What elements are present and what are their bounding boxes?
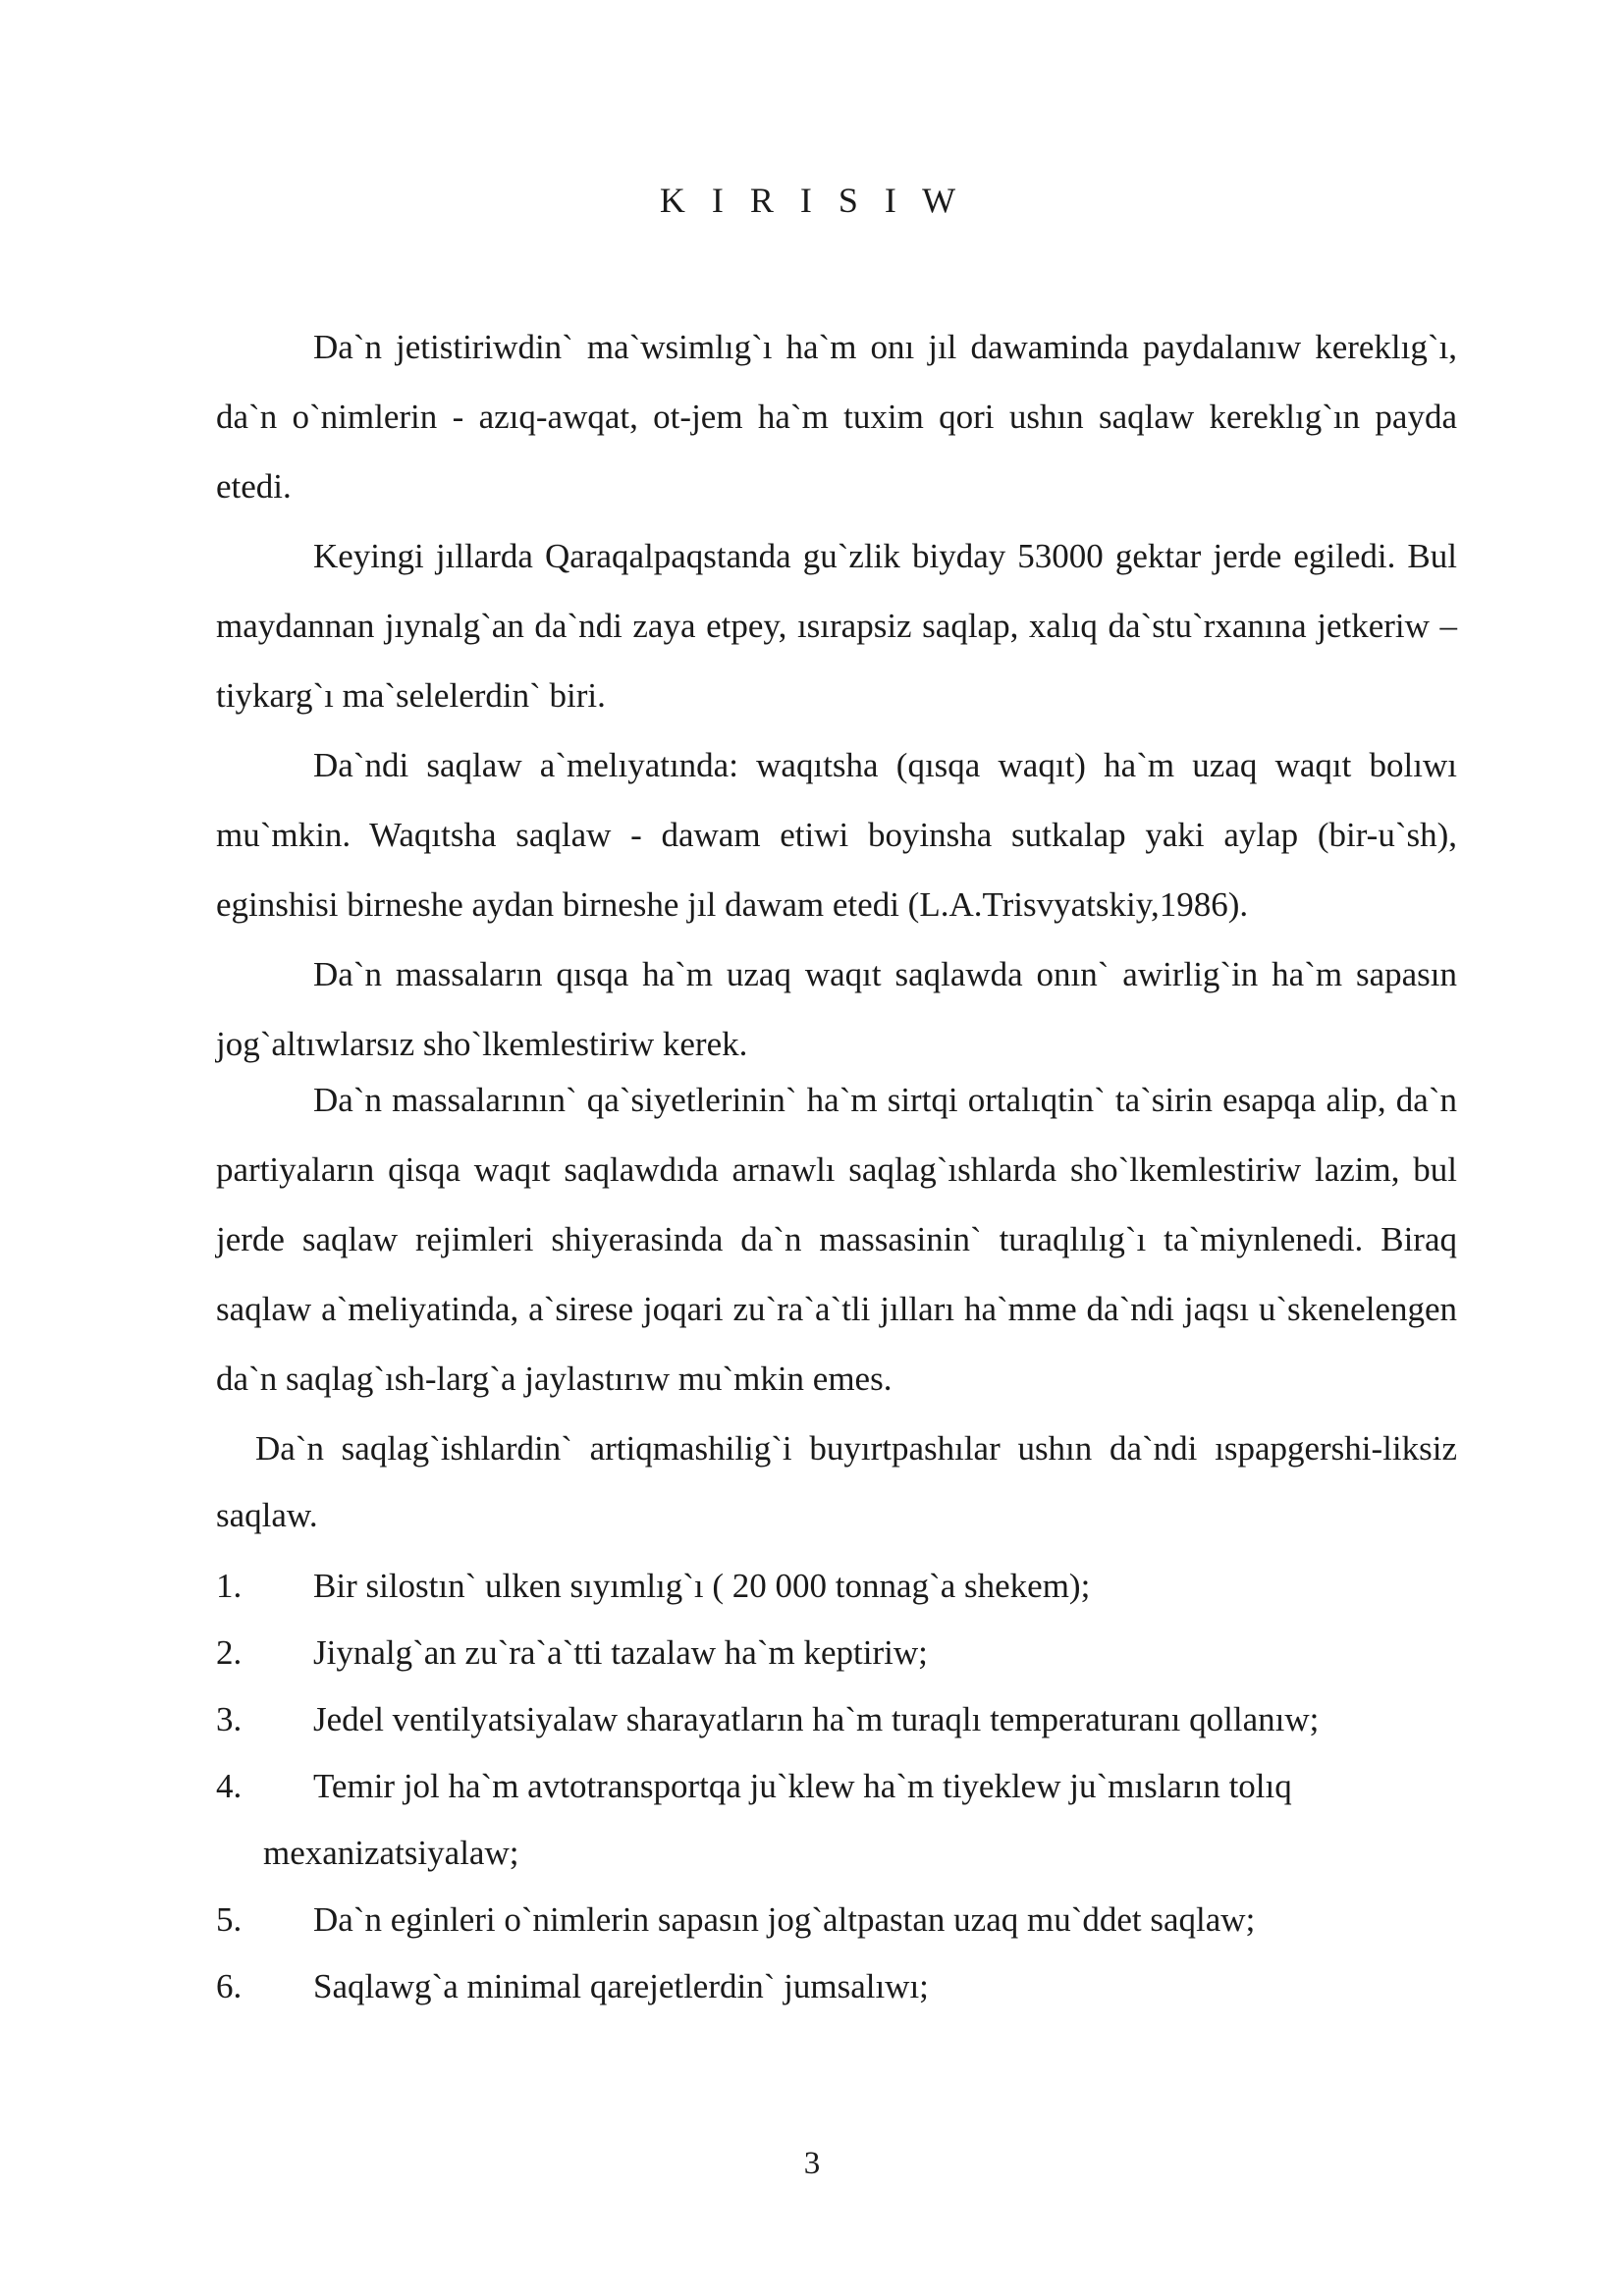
list-text: Jiynalg`an zu`ra`a`tti tazalaw ha`m keptiriw; bbox=[313, 1633, 928, 1672]
list-number: 6. bbox=[216, 1967, 243, 2005]
list-number: 3. bbox=[216, 1700, 243, 1738]
list-number: 5. bbox=[216, 1900, 243, 1939]
list-number: 1. bbox=[216, 1567, 243, 1605]
list-item bbox=[216, 1953, 1457, 2020]
paragraph-6: Da`n saqlag`ishlardin` artiqmashilig`i buyırtpashılar ushın da`ndi ıspapgershi-liksiz saqlaw. bbox=[216, 1429, 1457, 1534]
list-item bbox=[216, 1620, 1457, 1686]
page-title: K I R I S I W bbox=[659, 181, 965, 220]
list-text: Bir silostın` ulken sıyımlıg`ı ( 20 000 tonnag`a shekem); bbox=[313, 1567, 1091, 1605]
list-number: 4. bbox=[216, 1767, 243, 1805]
paragraph-5: Da`n massalarının` qa`siyetlerinin` ha`m sirtqi ortalıqtin` ta`sirin esapqa alip, da`n partiyaların qisqa waqıt saqlawdıda arnawlı saqlag`ıshlarda sho`lkemlestiriw lazim, bul jerde saqlaw rejimleri shiyerasinda da`n massasinin` turaqlılıg`ı ta`miynlenedi. Biraq saqlaw a`meliyatinda, a`sirese joqari zu`ra`a`tli jılları ha`mme da`ndi jaqsı u`skenelengen da`n saqlag`ısh-larg`a jaylastırıw mu`mkin emes. bbox=[216, 1081, 1457, 1398]
list-text: Jedel ventilyatsiyalaw sharayatların ha`m turaqlı temperaturanı qollanıw; bbox=[313, 1700, 1320, 1738]
advantages-list bbox=[216, 1553, 1457, 2020]
page-number: 3 bbox=[803, 2146, 821, 2181]
list-text: Saqlawg`a minimal qarejetlerdin` jumsalıwı; bbox=[313, 1967, 929, 2005]
list-text: Temir jol ha`m avtotransportqa ju`klew ha`m tiyeklew ju`mısların tolıq bbox=[313, 1767, 1292, 1805]
list-number: 2. bbox=[216, 1633, 243, 1672]
list-item bbox=[216, 1753, 1457, 1887]
paragraph-2: Keyingi jıllarda Qaraqalpaqstanda gu`zlik biyday 53000 gektar jerde egiledi. Bul maydannan jıynalg`an da`ndi zaya etpey, ısırapsiz saqlap, xalıq da`stu`rxanına jetkeriw – tiykarg`ı ma`selelerdin` biri. bbox=[216, 537, 1457, 715]
paragraph-1: Da`n jetistiriwdin` ma`wsimlıg`ı ha`m onı jıl dawaminda paydalanıw kereklıg`ı, da`n o`nimlerin - azıq-awqat, ot-jem ha`m tuxim qori ushın saqlaw kereklıg`ın payda etedi. bbox=[216, 328, 1457, 506]
list-text: Da`n eginleri o`nimlerin sapasın jog`altpastan uzaq mu`ddet saqlaw; bbox=[313, 1900, 1256, 1939]
list-item bbox=[216, 1686, 1457, 1753]
list-text-continuation: mexanizatsiyalaw; bbox=[263, 1834, 519, 1872]
body-text bbox=[216, 312, 1457, 2020]
paragraph-3: Da`ndi saqlaw a`melıyatında: waqıtsha (qısqa waqıt) ha`m uzaq waqıt bolıwı mu`mkin. Waqıtsha saqlaw - dawam etiwi boyinsha sutkalap yaki aylap (bir-u`sh), eginshisi birneshe aydan birneshe jıl dawam etedi (L.A.Trisvyatskiy,1986). bbox=[216, 746, 1457, 924]
list-item bbox=[216, 1887, 1457, 1953]
list-item bbox=[216, 1553, 1457, 1620]
paragraph-4: Da`n massaların qısqa ha`m uzaq waqıt saqlawda onın` awirlig`in ha`m sapasın jog`altıwlarsız sho`lkemlestiriw kerek. bbox=[216, 955, 1457, 1063]
